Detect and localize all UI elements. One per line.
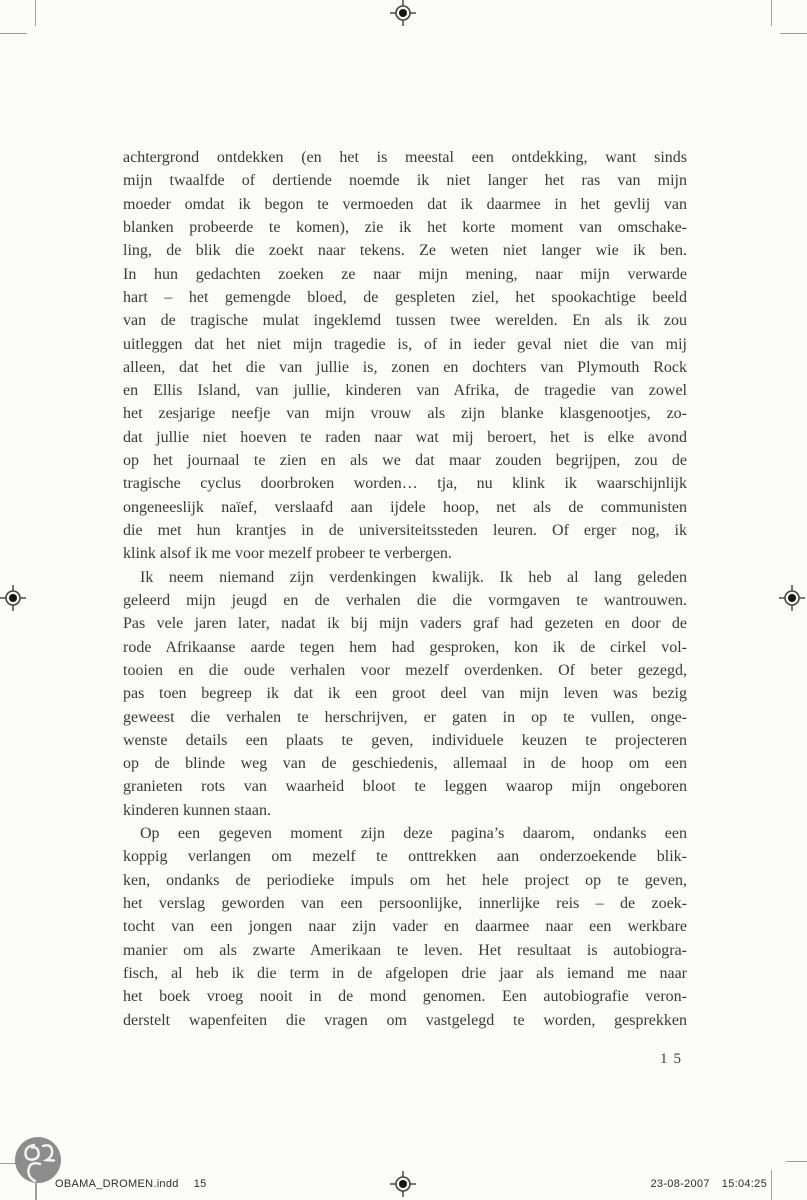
- text-line: Pas vele jaren later, nadat ik bij mijn vaders graf had gezeten en door de: [123, 615, 687, 633]
- text-line: moeder omdat ik begon te vermoeden dat ik daarmee in het gevlij van: [123, 195, 687, 213]
- text-line: geleerd mijn jeugd en de verhalen die die vormgaven te wantrouwen.: [123, 591, 687, 609]
- text-line: achtergrond ontdekken (en het is meestal een ontdekking, want sinds: [123, 149, 687, 166]
- text-line: uitleggen dat het niet mijn tragedie is, of in ieder geval niet die van mij: [123, 335, 687, 353]
- text-line: het verslag geworden van een persoonlijke, innerlijke reis – de zoek-: [123, 895, 687, 912]
- text-line: die met hun krantjes in de universiteitssteden leuren. Of erger nog, ik: [123, 522, 687, 539]
- text-line: pas toen begreep ik dat ik een groot deel van mijn leven was bezig: [123, 685, 687, 703]
- text-line: klink alsof ik me voor mezelf probeer te verbergen.: [123, 545, 452, 563]
- printer-logo-icon: [14, 1136, 62, 1184]
- text-line: kinderen kunnen staan.: [123, 801, 271, 819]
- text-line: Op een gegeven moment zijn deze pagina’s daarom, ondanks een: [140, 825, 687, 843]
- text-line: op het journaal te zien en als we dat maar zouden begrijpen, zou de: [123, 452, 687, 470]
- crop-mark-bottom-right-horizontal: [786, 1161, 807, 1163]
- text-line: koppig verlangen om mezelf te onttrekken aan onderzoekende blik-: [123, 848, 687, 866]
- text-line: ling, de blik die zoekt naar tekens. Ze weten niet langer wie ik ben.: [123, 242, 687, 260]
- text-line: tragische cyclus doorbroken worden… tja, nu klink ik waarschijnlijk: [123, 475, 687, 493]
- crop-mark-top-left-horizontal: [0, 33, 27, 35]
- text-line: Ik neem niemand zijn verdenkingen kwalijk. Ik heb al lang geleden: [140, 568, 687, 586]
- registration-target-icon-left: [0, 585, 26, 611]
- text-line: op de blinde weg van de geschiedenis, allemaal in de hoop om een: [123, 755, 687, 773]
- text-line: granieten rots van waarheid bloot te leggen waarop mijn ongeboren: [123, 778, 687, 796]
- slug-filename: [55, 1178, 207, 1190]
- text-line: derstelt wapenfeiten die vragen om vastgelegd te worden, gesprekken: [123, 1011, 687, 1029]
- crop-mark-top-left-vertical: [35, 0, 37, 26]
- slug-datetime: [651, 1178, 768, 1190]
- text-line: tooien en die oude verhalen voor mezelf overdenken. Of beter gezegd,: [123, 661, 687, 679]
- text-line: mijn twaalfde of dertiende noemde ik niet langer het ras van mijn: [123, 172, 687, 190]
- registration-target-icon-top: [390, 0, 416, 26]
- text-line: van de tragische mulat ingeklemd tussen twee werelden. En als ik zou: [123, 312, 687, 330]
- body-text-block: [123, 146, 687, 1032]
- text-line: In hun gedachten zoeken ze naar mijn mening, naar mijn verwarde: [123, 265, 687, 283]
- text-line: en Ellis Island, van jullie, kinderen van Afrika, de tragedie van zowel: [123, 382, 687, 400]
- text-line: blanken probeerde te komen), zie ik het korte moment van omschake-: [123, 218, 687, 236]
- text-line: manier om als zwarte Amerikaan te leven. Het resultaat is autobiogra-: [123, 941, 687, 959]
- text-line: ongeneeslijk naïef, verslaafd aan ijdele hoop, net als de communisten: [123, 498, 687, 516]
- text-line: hart – het gemengde bloed, de gespleten ziel, het spookachtige beeld: [123, 288, 687, 306]
- crop-mark-top-right-horizontal: [780, 33, 807, 35]
- text-line: tocht van een jongen naar zijn vader en daarmee naar een werkbare: [123, 918, 687, 936]
- text-line: ken, ondanks de periodieke impuls om het hele project op te geven,: [123, 871, 687, 889]
- crop-mark-top-right-vertical: [771, 0, 773, 26]
- text-line: fisch, al heb ik die term in de afgelopen drie jaar als iemand me naar: [123, 964, 687, 982]
- slug-time: 15:04:25: [721, 1178, 767, 1190]
- slug-date: 23-08-2007: [650, 1178, 710, 1190]
- page-number: 15: [660, 1051, 687, 1067]
- text-line: alleen, dat het die van jullie is, zonen en dochters van Plymouth Rock: [123, 358, 687, 376]
- text-line: dat jullie niet hoeven te raden naar wat mij beroert, het is elke avond: [123, 428, 687, 446]
- slug-filename-text: OBAMA_DROMEN.indd: [55, 1178, 179, 1190]
- text-line: wenste details een plaats te geven, individuele keuzen te projecteren: [123, 731, 687, 749]
- text-line: rode Afrikaanse aarde tegen hem had gesproken, kon ik de cirkel vol-: [123, 638, 687, 656]
- text-line: geweest die verhalen te herschrijven, er gaten in op te vullen, onge-: [123, 708, 687, 726]
- text-line: het zesjarige neefje van mijn vrouw als zijn blanke klasgenootjes, zo-: [123, 405, 687, 423]
- crop-mark-bottom-right-vertical: [771, 1170, 773, 1200]
- registration-target-icon-bottom: [390, 1171, 416, 1197]
- text-line: het boek vroeg nooit in de mond genomen. Een autobiografie veron-: [123, 988, 687, 1006]
- slug-sheet-number: 15: [193, 1178, 207, 1190]
- registration-target-icon-right: [779, 585, 805, 611]
